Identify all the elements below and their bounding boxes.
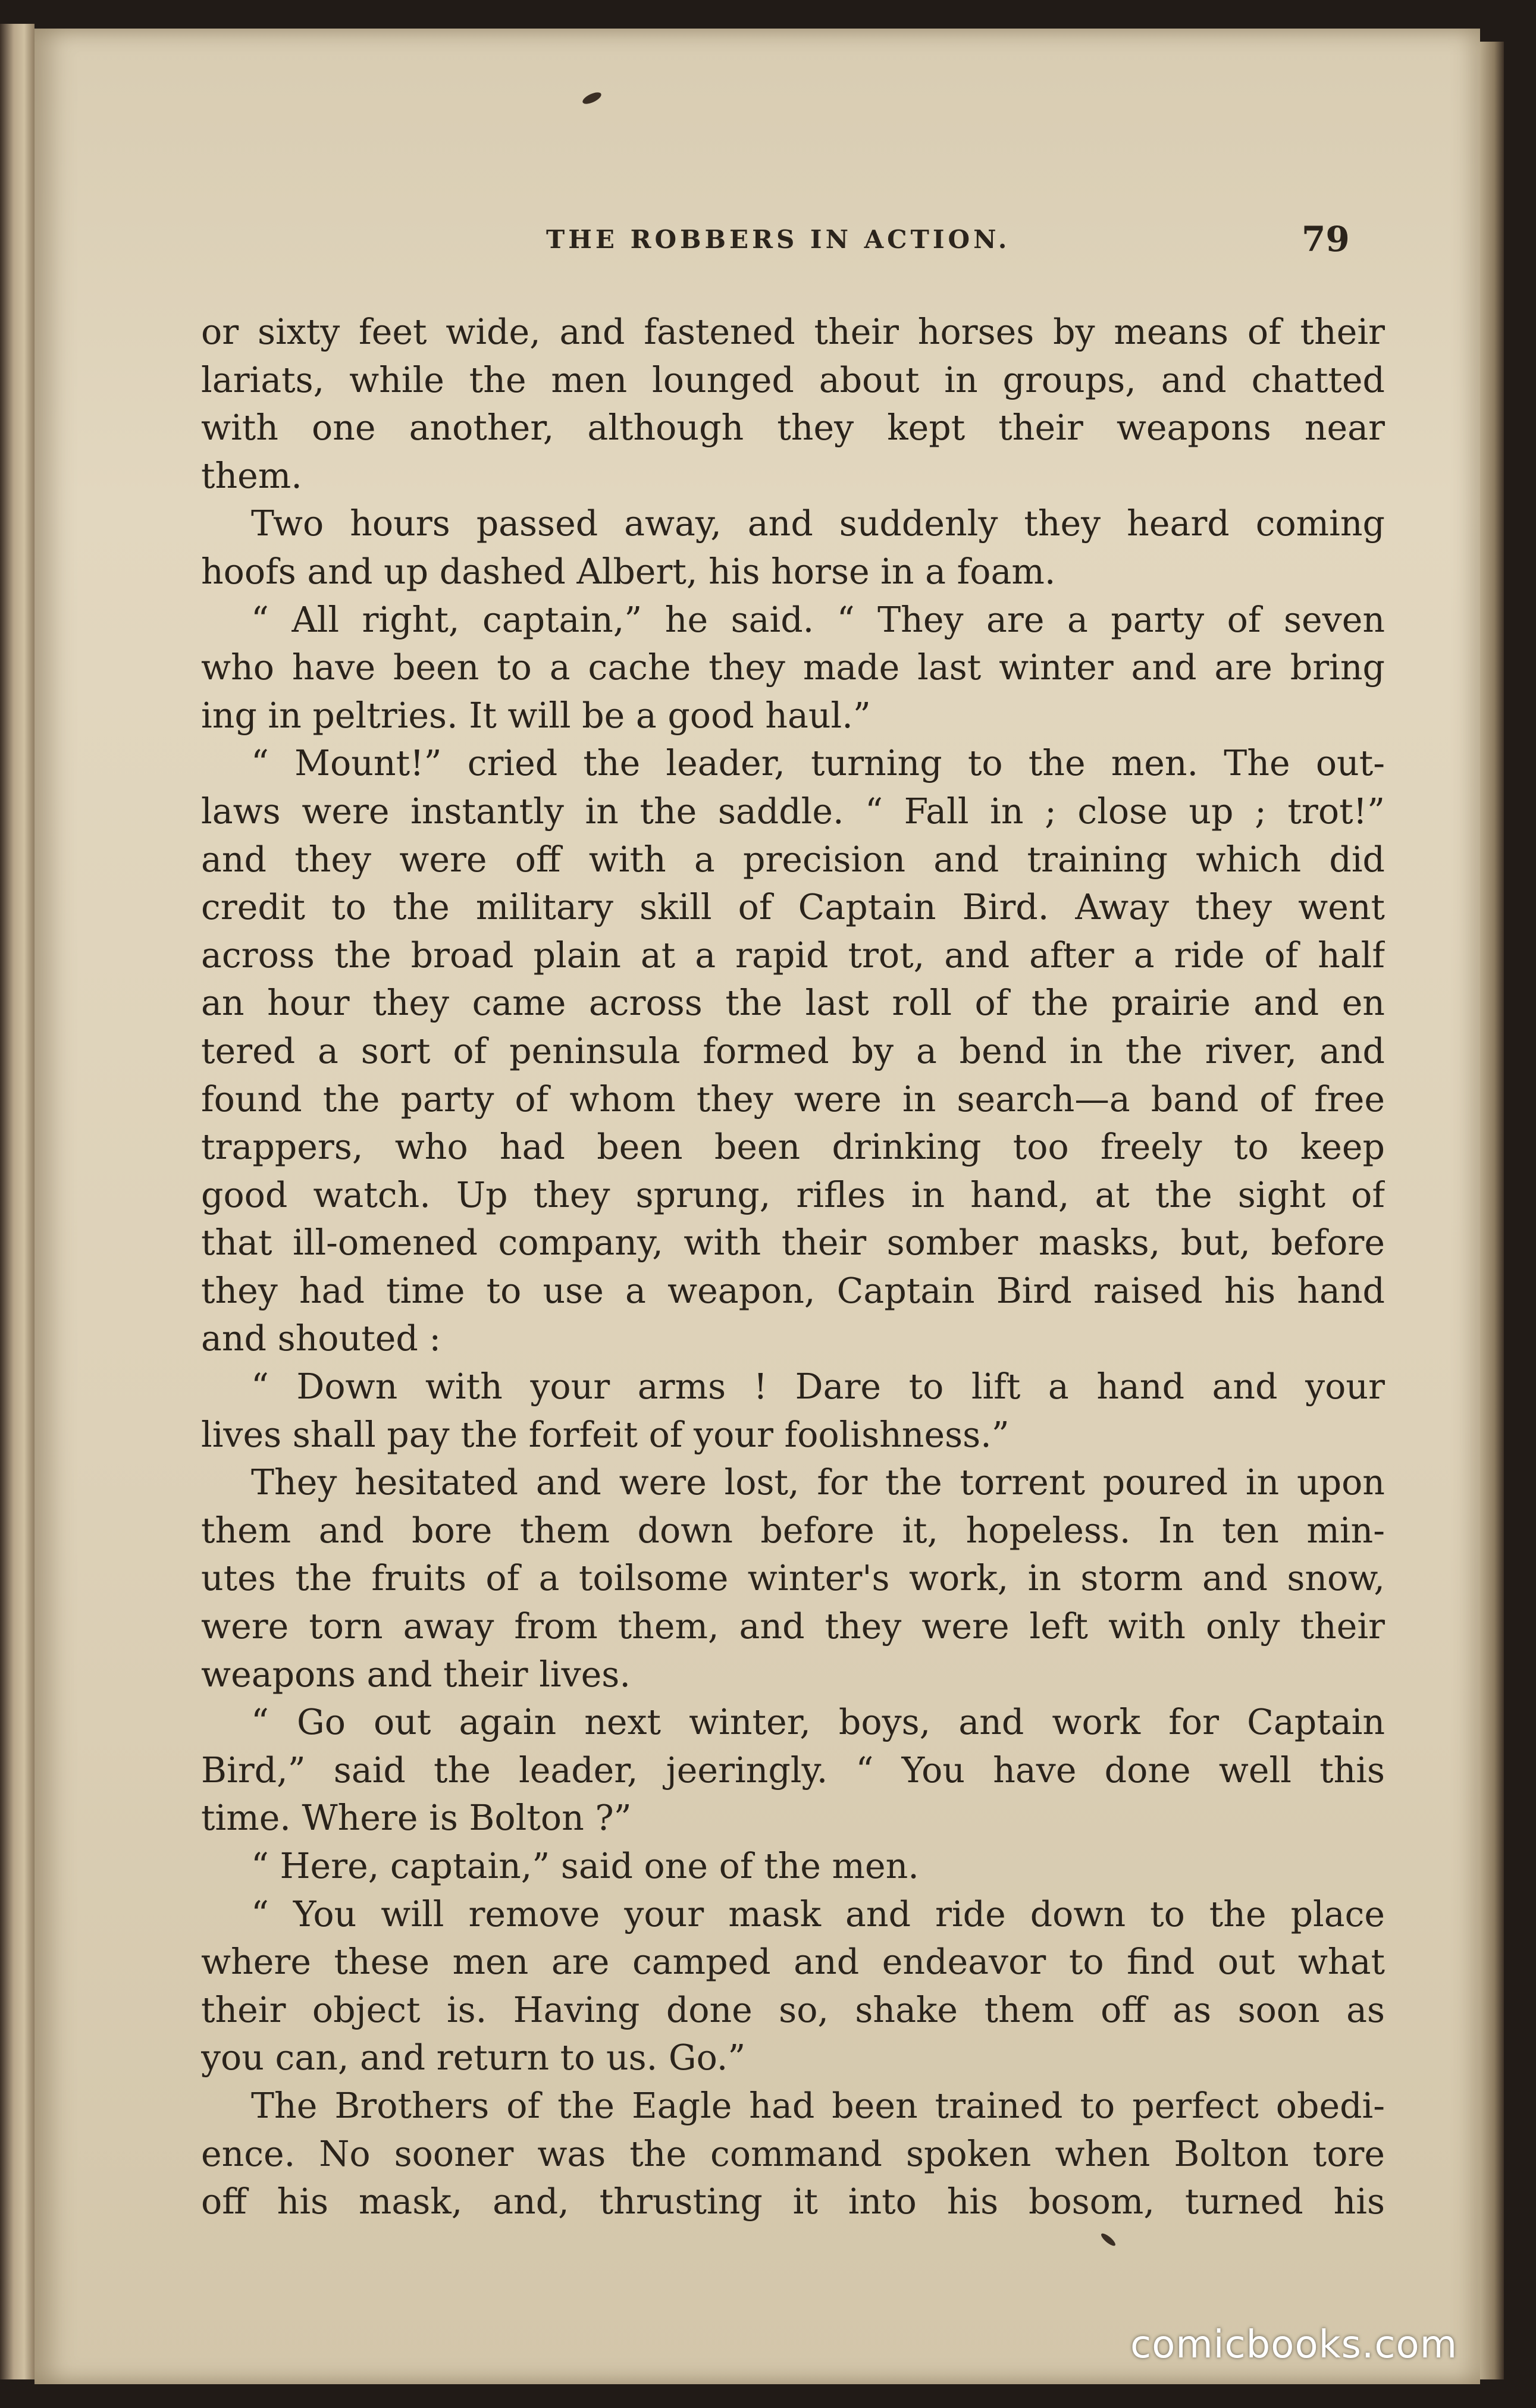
watermark: comicbooks.com <box>1130 2323 1458 2367</box>
text-line: they had time to use a weapon, Captain Bird raised his hand <box>201 1270 1385 1311</box>
running-head <box>35 219 1480 261</box>
text-line: or sixty feet wide, and fastened their horses by means of their <box>201 312 1385 352</box>
ink-speck <box>1099 2232 1117 2248</box>
ink-speck <box>581 90 603 106</box>
text-line: them and bore them down before it, hopeless. In ten min- <box>201 1510 1385 1551</box>
text-line: an hour they came across the last roll of the prairie and en <box>201 983 1385 1024</box>
text-line: with one another, although they kept their weapons near <box>201 407 1385 449</box>
text-line: found the party of whom they were in search—a band of free <box>201 1078 1385 1120</box>
text-line: “ You will remove your mask and ride down to the place <box>251 1893 1385 1934</box>
text-line: were torn away from them, and they were left with only their <box>201 1606 1385 1647</box>
previous-page-edge <box>0 24 35 2379</box>
text-line: credit to the military skill of Captain Bird. Away they went <box>201 887 1385 928</box>
text-line: where these men are camped and endeavor to find out what <box>201 1942 1385 1983</box>
text-line: Two hours passed away, and suddenly they heard coming <box>251 503 1385 544</box>
text-line: who have been to a cache they made last winter and are bring <box>201 647 1385 688</box>
text-line: ing in peltries. It will be a good haul.” <box>201 695 871 736</box>
text-line: hoofs and up dashed Albert, his horse in a foam. <box>201 551 1056 592</box>
text-line: and shouted : <box>201 1318 441 1359</box>
text-line: you can, and return to us. Go.” <box>201 2037 746 2078</box>
text-line: time. Where is Bolton ?” <box>201 1798 632 1839</box>
text-line: trappers, who had been been drinking too freely to keep <box>201 1127 1385 1168</box>
text-line: utes the fruits of a toilsome winter's work, in storm and snow, <box>201 1558 1385 1599</box>
text-line: lariats, while the men lounged about in groups, and chatted <box>201 359 1385 400</box>
body-text <box>201 308 1385 2226</box>
text-line: “ Mount!” cried the leader, turning to the men. The out- <box>251 743 1385 784</box>
text-line: lives shall pay the forfeit of your foolishness.” <box>201 1414 1010 1455</box>
text-line: ence. No sooner was the command spoken when Bolton tore <box>201 2133 1385 2174</box>
book-page <box>35 29 1480 2384</box>
text-line: that ill-omened company, with their somber masks, but, before <box>201 1222 1385 1263</box>
text-line: Bird,” said the leader, jeeringly. “ You have done well this <box>201 1749 1385 1791</box>
running-title: THE ROBBERS IN ACTION. <box>546 225 1011 254</box>
text-line: They hesitated and were lost, for the torrent poured in upon <box>251 1462 1385 1503</box>
text-line: “ All right, captain,” he said. “ They are a party of seven <box>251 599 1385 640</box>
text-line: “ Down with your arms ! Dare to lift a hand and your <box>251 1366 1385 1407</box>
text-line: them. <box>201 455 302 496</box>
page-number: 79 <box>1302 219 1350 259</box>
text-line: across the broad plain at a rapid trot, and after a ride of half <box>201 935 1385 976</box>
text-line: their object is. Having done so, shake them off as soon as <box>201 1989 1385 2030</box>
text-line: off his mask, and, thrusting it into his bosom, turned his <box>201 2181 1385 2222</box>
text-line: good watch. Up they sprung, rifles in hand, at the sight of <box>201 1174 1385 1215</box>
text-line: laws were instantly in the saddle. “ Fall in ; close up ; trot!” <box>201 791 1385 832</box>
text-line: “ Go out again next winter, boys, and work for Captain <box>251 1702 1385 1743</box>
text-line: “ Here, captain,” said one of the men. <box>251 1846 919 1886</box>
page-stack-edge <box>1480 42 1504 2379</box>
text-line: The Brothers of the Eagle had been trained to perfect obedi- <box>251 2085 1385 2126</box>
text-line: tered a sort of peninsula formed by a bend in the river, and <box>201 1030 1385 1071</box>
text-line: weapons and their lives. <box>201 1654 631 1695</box>
text-line: and they were off with a precision and training which did <box>201 839 1385 880</box>
